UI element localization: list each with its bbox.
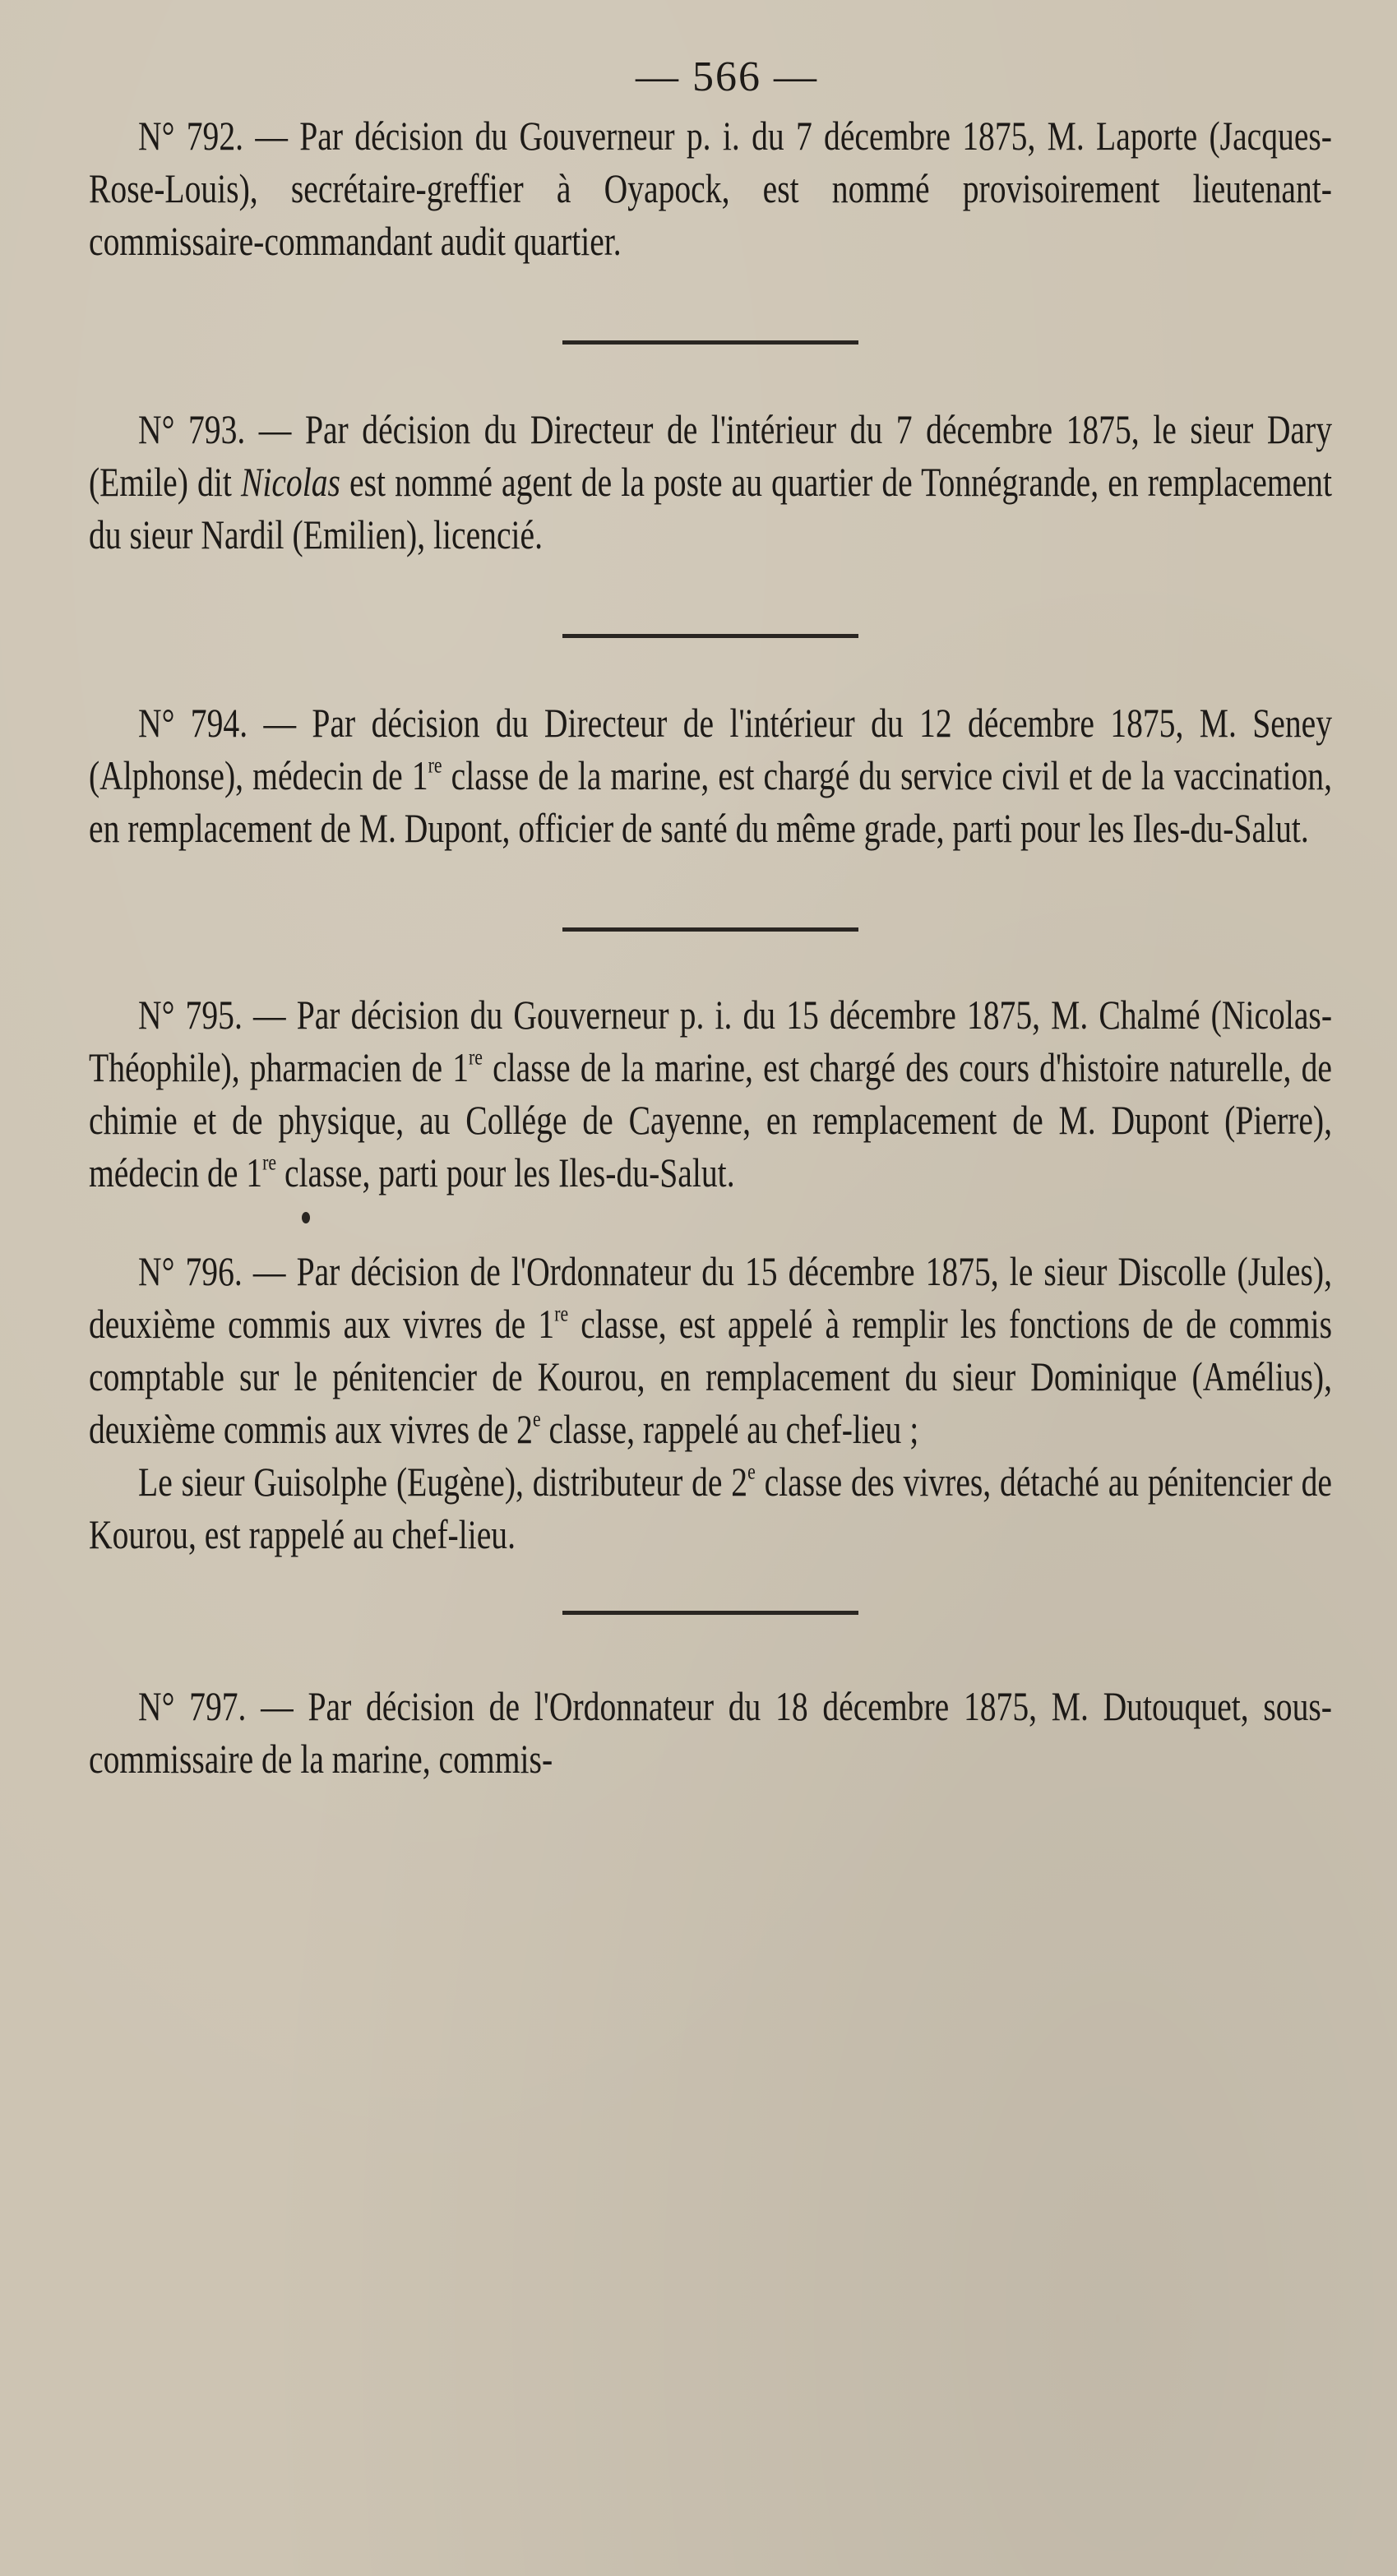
ordinal-superscript: re [554,1301,569,1326]
entry-797 [89,1681,1332,1786]
ordinal-superscript: e [747,1459,756,1484]
entry-text: — Par décision de l'Ordonnateur du 18 décembre 1875, M. Dutouquet, sous-commissaire de la marine, commis- [89,1684,1333,1782]
entry-text: — Par décision de l'Ordonnateur du 15 décembre 1875, le sieur Discolle (Jules), deuxième commis aux vivres de 1 [89,1249,1332,1347]
entry-paragraph [89,110,1332,268]
entry-paragraph [89,989,1332,1200]
entry-italic-name: Nicolas [240,460,340,505]
entry-text: classe de la marine, est chargé du service civil et de la vaccination, en remplacement de M. Dupont, officier de santé du même grade, parti pour les Iles-du-Salut. [89,753,1333,851]
entry-paragraph [89,1456,1332,1561]
entry-text: classe de la marine, est chargé des cours d'histoire naturelle, de chimie et de physique, au Collége de Cayenne, en remplacement de M. Dupont (Pierre), médecin de 1 [89,1045,1332,1196]
entry-number: N° 796. [138,1249,243,1294]
entry-text: classe des vivres, détaché au pénitencier de Kourou, est rappelé au chef-lieu. [89,1459,1332,1557]
entry-paragraph [89,1246,1332,1456]
entry-text: Le sieur Guisolphe (Eugène), distributeur de 2 [138,1459,748,1505]
entry-text: classe, est appelé à remplir les fonctions de de commis comptable sur le pénitencier de Kourou, en remplacement du sieur Dominique (Amélius), deuxième commis aux vivres de 2 [89,1302,1332,1452]
entry-text: — Par décision du Gouverneur p. i. du 7 décembre 1875, M. Laporte (Jacques-Rose-Louis), secrétaire-greffier à Oyapock, est nommé provisoirement lieutenant-commissaire-commandant audit quartier. [89,113,1333,264]
entry-text: classe, parti pour les Iles-du-Salut. [276,1150,735,1196]
entry-paragraph [89,697,1332,855]
entry-794 [89,697,1332,855]
entry-795 [89,989,1332,1200]
entry-text: — Par décision du Directeur de l'intérieur du 12 décembre 1875, M. Seney (Alphonse), médecin de 1 [89,701,1333,798]
entry-paragraph [89,404,1332,562]
entry-paragraph [89,1681,1332,1786]
entry-793 [89,404,1332,562]
entry-number: N° 797. [138,1684,247,1729]
entry-text: classe, rappelé au chef-lieu ; [540,1407,919,1452]
entry-number: N° 793. [138,407,246,452]
ordinal-superscript: e [532,1406,541,1431]
ordinal-superscript: re [428,752,442,778]
entry-text: — Par décision du Directeur de l'intérieur du 7 décembre 1875, le sieur Dary (Emile) dit [89,407,1332,505]
ordinal-superscript: re [262,1149,277,1175]
entry-number: N° 792. [138,113,244,159]
entry-text: — Par décision du Gouverneur p. i. du 15 décembre 1875, M. Chalmé (Nicolas-Théophile), pharmacien de 1 [89,992,1333,1090]
page-number: — 566 — [636,53,818,100]
entry-text: est nommé agent de la poste au quartier de Tonnégrande, en remplacement du sieur Nardil (Emilien), licencié. [89,460,1332,557]
entry-792 [89,110,1332,268]
entry-796 [89,1246,1332,1561]
ordinal-superscript: re [469,1044,483,1070]
text-column [89,48,1332,1786]
entry-number: N° 794. [138,701,248,746]
entry-number: N° 795. [138,992,243,1038]
